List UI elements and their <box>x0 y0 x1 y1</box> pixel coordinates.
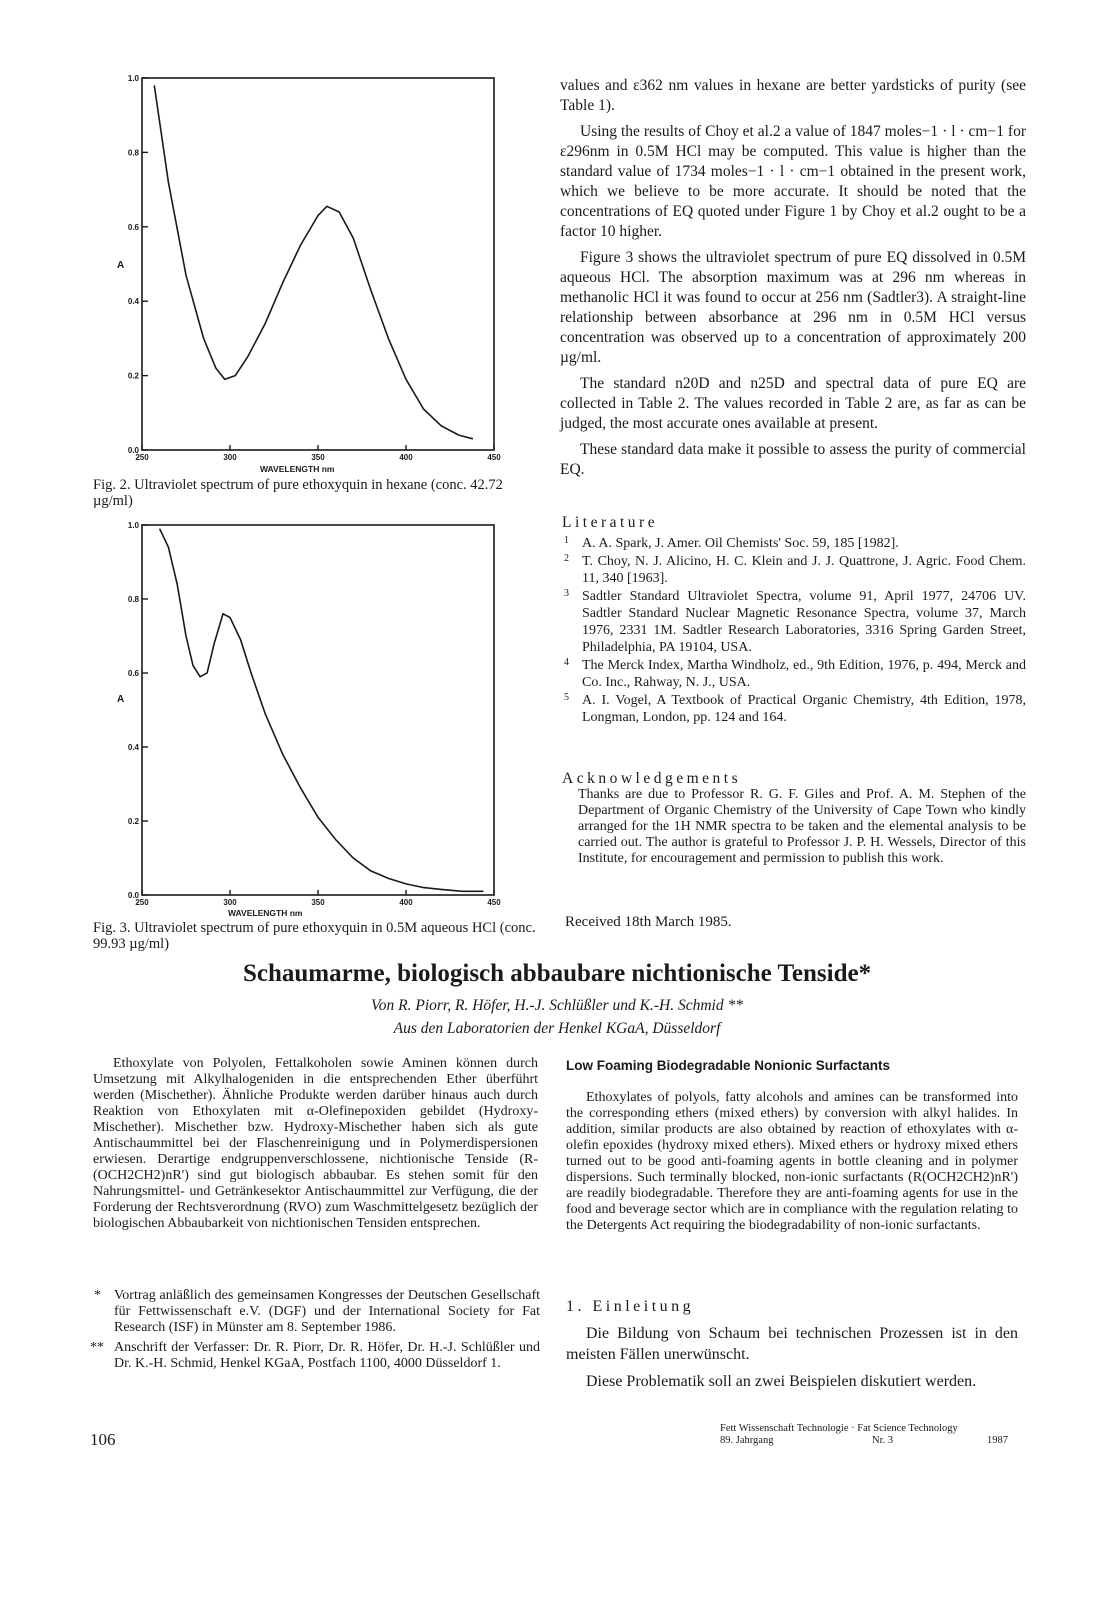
footnote: * Vortrag anläßlich des gemeinsamen Kongresses der Deutschen Gesellschaft für Fettwissenschaft e.V. (DGF) und der International Society for Fat Research (ISF) in Münster am 8. September 1986. <box>94 1288 540 1335</box>
reference-number: 3 <box>564 588 569 599</box>
reference-text: A. I. Vogel, A Textbook of Practical Organic Chemistry, 4th Edition, 1978, Longman, London, pp. 124 and 164. <box>582 693 1026 725</box>
reference-item <box>562 535 1026 552</box>
y-tick-label: 0.8 <box>127 148 139 158</box>
figure-2-caption: Fig. 2. Ultraviolet spectrum of pure ethoxyquin in hexane (conc. 42.72 µg/ml) <box>93 477 503 509</box>
reference-list <box>562 535 1026 726</box>
abstract-german: Ethoxylate von Polyolen, Fettalkoholen sowie Aminen können durch Umsetzung mit Alkylhalogeniden in die entsprechenden Ether überführt werden (Mischether). Ähnliche Produkte werden darüber hinaus auch durch Reaktion von Ethoxylaten mit α-Olefinepoxiden gebildet (Hydroxy-Mischether). Mischether bzw. Hydroxy-Mischether haben sich als gute Antischaummittel bei der Flaschenreinigung und in Polymerdispersionen erwiesen. Derartige endgruppenverschlossene, nichtionische Tenside (R-(OCH2CH2)nR') sind gut biologisch abbaubar. Es stehen somit für den Nahrungsmittel- und Getränkesektor Antischaummittel zur Verfügung, die der Forderung der Rechtsverordnung (RVO) zum Waschmittelgesetz bezüglich der biologischen Abbaubarkeit von nichtionischen Tensiden entsprechen. <box>93 1056 538 1231</box>
reference-item <box>562 657 1026 691</box>
plot-frame <box>142 525 494 895</box>
journal-title: Fett Wissenschaft Technologie · Fat Science Technology <box>720 1423 958 1434</box>
article-affiliation: Aus den Laboratorien der Henkel KGaA, Düsseldorf <box>393 1020 721 1037</box>
paragraph: Die Bildung von Schaum bei technischen Prozessen ist in den meisten Fällen unerwünscht. <box>566 1325 1018 1363</box>
x-tick-label: 250 <box>135 453 149 462</box>
paragraph: These standard data make it possible to assess the purity of commercial EQ. <box>560 441 1026 478</box>
page-number: 106 <box>90 1430 116 1449</box>
figure-2-chart <box>95 70 525 475</box>
journal-year: 1987 <box>987 1435 1008 1446</box>
y-tick-label: 0.0 <box>127 891 139 900</box>
y-tick-label: 1.0 <box>127 74 139 83</box>
footnotes <box>88 1288 540 1376</box>
english-heading: Low Foaming Biodegradable Nonionic Surfactants <box>566 1058 891 1073</box>
received-date: Received 18th March 1985. <box>565 914 732 930</box>
reference-number: 4 <box>564 657 569 668</box>
x-tick-label: 350 <box>311 453 325 462</box>
reference-number: 1 <box>564 535 569 546</box>
acknowledgements-section <box>562 770 1026 867</box>
footnote-mark: ** <box>90 1340 104 1355</box>
journal-issue: Nr. 3 <box>872 1435 893 1446</box>
x-tick-label: 450 <box>487 453 501 462</box>
reference-item <box>562 553 1026 587</box>
x-tick-label: 400 <box>399 453 413 462</box>
y-tick-label: 0.0 <box>127 446 139 455</box>
journal-volume: 89. Jahrgang <box>720 1435 774 1446</box>
paragraph: values and ε362 nm values in hexane are better yardsticks of purity (see Table 1). <box>560 77 1026 114</box>
reference-number: 5 <box>564 692 569 703</box>
x-tick-label: 400 <box>399 898 413 907</box>
reference-text: Sadtler Standard Ultraviolet Spectra, volume 91, April 1977, 24706 UV. Sadtler Standard Nuclear Magnetic Resonance Spectra, volume 37, March 1976, 2331 1M. Sadtler Research Laboratories, 3316 Spring Garden Street, Philadelphia, PA 19104, USA. <box>582 589 1026 655</box>
acknowledgements-text: Thanks are due to Professor R. G. F. Giles and Prof. A. M. Stephen of the Department of Organic Chemistry of the University of Cape Town who kindly arranged for the 1H NMR spectra to be taken and the elemental analysis to be carried out. The author is grateful to Professor J. P. H. Wessels, Director of this Institute, for encouragement and permission to publish this work. <box>578 787 1026 866</box>
right-column-body <box>560 76 1026 486</box>
footnote: ** Anschrift der Verfasser: Dr. R. Piorr, Dr. R. Höfer, Dr. H.-J. Schlüßler und Dr. K.-H. Schmid, Henkel KGaA, Postfach 1100, 4000 Düsseldorf 1. <box>90 1340 540 1371</box>
article-authors: Von R. Piorr, R. Höfer, H.-J. Schlüßler und K.-H. Schmid ** <box>371 997 743 1014</box>
paragraph: Figure 3 shows the ultraviolet spectrum of pure EQ dissolved in 0.5M aqueous HCl. The absorption maximum was at 296 nm whereas in methanolic HCl it was found to occur at 256 nm (Sadtler3). A straight-line relationship between absorbance at 296 nm in 0.5M HCl versus concentration was observed up to a concentration of approximately 200 µg/ml. <box>560 249 1026 366</box>
x-tick-label: 250 <box>135 898 149 907</box>
figure-3-chart <box>95 520 525 920</box>
reference-text: The Merck Index, Martha Windholz, ed., 9th Edition, 1976, p. 494, Merck and Co. Inc., Rahway, N. J., USA. <box>582 658 1026 690</box>
spectrum-line <box>154 85 473 438</box>
y-tick-label: 0.6 <box>127 669 139 678</box>
y-axis-label: A <box>117 260 125 271</box>
paragraph: Using the results of Choy et al.2 a value of 1847 moles−1 · l · cm−1 for ε296nm in 0.5M HCl may be computed. This value is higher than the standard value of 1734 moles−1 · l · cm−1 obtained in the present work, which we believe to be more accurate. It should be noted that the concentrations of EQ quoted under Figure 1 by Choy et al.2 ought to be a factor 10 higher. <box>560 123 1026 240</box>
section-1-heading: 1. Einleitung <box>566 1298 695 1315</box>
abstract-english: Ethoxylates of polyols, fatty alcohols and amines can be transformed into the corresponding ethers (mixed ethers) by conversion with alkyl halides. In addition, similar products are also obtained by reaction of ethoxylates with α-olefin epoxides (hydroxy mixed ethers). Mixed ethers or hydroxy mixed ethers turned out to be good anti-foaming agents in bottle cleaning and in polymer dispersions. Such terminally blocked, non-ionic surfactants (R(OCH2CH2)nR') are readily biodegradable. Therefore they are anti-foaming agents for use in the food and beverage sector which are in compliance with the regulation relating to the Detergents Act requiring the biodegradability of non-ionic surfactants. <box>566 1090 1018 1233</box>
section-1 <box>566 1296 1018 1398</box>
reference-item <box>562 692 1026 726</box>
acknowledgements-heading: Acknowledgements <box>562 770 742 787</box>
y-tick-label: 0.2 <box>127 371 139 381</box>
reference-text: T. Choy, N. J. Alicino, H. C. Klein and J. J. Quattrone, J. Agric. Food Chem. 11, 340 [1963]. <box>582 554 1026 586</box>
figure-3-caption: Fig. 3. Ultraviolet spectrum of pure ethoxyquin in 0.5M aqueous HCl (conc. 99.93 µg/ml) <box>93 920 536 952</box>
literature-section <box>562 514 1026 727</box>
paragraph: Diese Problematik soll an zwei Beispielen diskutiert werden. <box>586 1373 977 1390</box>
y-tick-label: 0.6 <box>127 222 139 232</box>
x-axis-label: WAVELENGTH nm <box>260 464 335 474</box>
y-tick-label: 0.4 <box>127 743 139 752</box>
journal-info <box>720 1423 1016 1447</box>
reference-number: 2 <box>564 553 569 564</box>
spectrum-line <box>160 529 484 892</box>
y-tick-label: 1.0 <box>127 521 139 530</box>
x-tick-label: 300 <box>223 453 237 462</box>
literature-heading: Literature <box>562 514 659 531</box>
x-axis-label: WAVELENGTH nm <box>228 908 303 918</box>
article-title: Schaumarme, biologisch abbaubare nichtionische Tenside* <box>242 960 872 987</box>
reference-item <box>562 588 1026 656</box>
y-tick-label: 0.4 <box>127 297 139 307</box>
y-tick-label: 0.2 <box>127 817 139 826</box>
x-tick-label: 300 <box>223 898 237 907</box>
y-tick-label: 0.8 <box>127 595 139 604</box>
footnote-mark: * <box>94 1288 101 1303</box>
x-tick-label: 350 <box>311 898 325 907</box>
reference-text: A. A. Spark, J. Amer. Oil Chemists' Soc. 59, 185 [1982]. <box>582 536 899 551</box>
paragraph: The standard n20D and n25D and spectral data of pure EQ are collected in Table 2. The values recorded in Table 2 are, as far as can be judged, the most accurate ones available at present. <box>560 375 1026 432</box>
x-tick-label: 450 <box>487 898 501 907</box>
y-axis-label: A <box>117 694 125 705</box>
plot-frame <box>142 78 494 450</box>
